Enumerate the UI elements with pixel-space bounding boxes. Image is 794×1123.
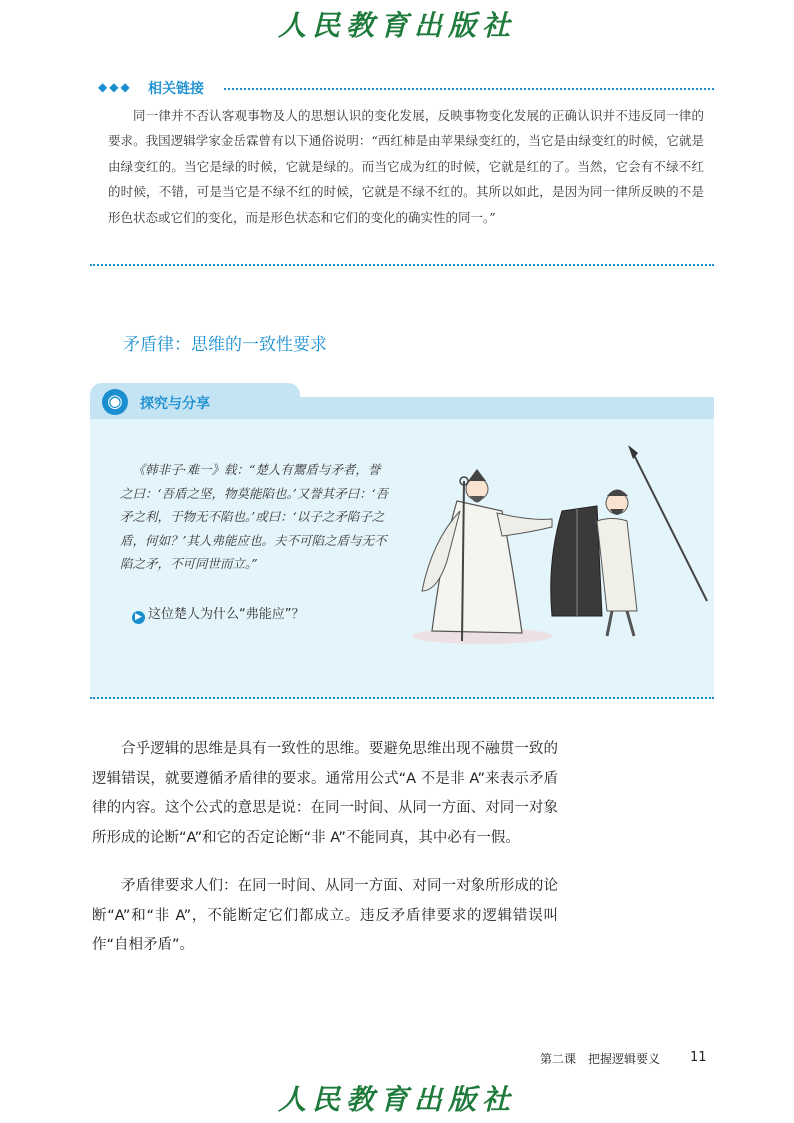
related-link-title: 相关链接 bbox=[148, 81, 204, 97]
related-link-text: 同一律并不否认客观事物及人的思想认识的变化发展，反映事物变化发展的正确认识并不违反同一律的要求。我国逻辑学家金岳霖曾有以下通俗说明：“西红柿是由苹果绿变红的，当它是由绿变红的时候，它就是由绿变红的。当它是绿的时候，它就是绿的。而当它成为红的时候，它就是红的了。当然，它会有不绿不红的时候，不错，可是当它是不绿不红的时候，它就是不绿不红的。其所以如此，是因为同一律所反映的不是形色状态或它们的变化，而是形色状态和它们的变化的确实性的同一。” bbox=[108, 108, 704, 225]
divider bbox=[90, 264, 714, 266]
page-number: 11 bbox=[690, 1050, 707, 1065]
page-footer bbox=[540, 1050, 707, 1067]
explore-question-text: 这位楚人为什么“弗能应”？ bbox=[148, 607, 305, 622]
divider bbox=[224, 88, 714, 90]
explore-share-box bbox=[90, 383, 714, 699]
lesson-title: 第二课 把握逻辑要义 bbox=[540, 1052, 661, 1066]
publisher-logo-bottom: 人民教育出版社 bbox=[277, 1083, 516, 1116]
body-paragraph bbox=[92, 735, 558, 853]
divider bbox=[90, 697, 714, 699]
body-paragraph-text: 合乎逻辑的思维是具有一致性的思维。要避免思维出现不融贯一致的逻辑错误，就要遵循矛盾律的要求。通常用公式“A 不是非 A”来表示矛盾律的内容。这个公式的意思是说：在同一时间、从同一方面、对同一对象所形成的论断“A”和它的否定论断“非 A”不能同真，其中必有一假。 bbox=[92, 741, 558, 846]
publisher-logo-top: 人民教育出版社 bbox=[277, 9, 516, 42]
globe-icon: ◉ bbox=[102, 389, 128, 415]
spear-and-shield-illustration bbox=[402, 441, 712, 651]
diamond-icon: ◆◆◆ bbox=[98, 80, 132, 94]
arrow-bullet-icon: ▶ bbox=[132, 611, 145, 624]
explore-question bbox=[132, 603, 304, 624]
explore-quote: 《韩非子·难一》载：“楚人有鬻盾与矛者，誉之曰：‘吾盾之坚，物莫能陷也。’又誉其矛曰：‘吾矛之利，于物无不陷也。’或曰：‘以子之矛陷子之盾，何如？’其人弗能应也。夫不可陷之盾与无不陷之矛，不可同世而立。” bbox=[120, 462, 389, 572]
related-link-header bbox=[98, 78, 714, 100]
section-title: 矛盾律：思维的一致性要求 bbox=[123, 335, 327, 355]
explore-title: 探究与分享 bbox=[140, 396, 210, 412]
body-paragraph-text: 矛盾律要求人们：在同一时间、从同一方面、对同一对象所形成的论断“A”和“非 A”，不能断定它们都成立。违反矛盾律要求的逻辑错误叫作“自相矛盾”。 bbox=[92, 878, 558, 954]
body-paragraph bbox=[92, 872, 558, 961]
